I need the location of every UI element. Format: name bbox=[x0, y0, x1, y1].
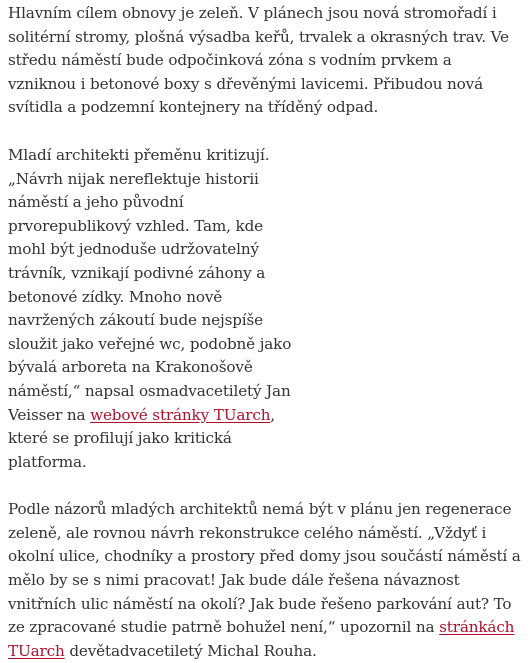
text-line: mohl být jednoduše udržovatelný bbox=[8, 240, 259, 259]
tuarch-pages-link-continued[interactable]: TUarch bbox=[8, 641, 65, 660]
text-segment: devětadvacetiletý Michal Rouha. bbox=[64, 641, 317, 660]
text-line-with-link bbox=[8, 404, 528, 428]
text-line: středu náměstí bude odpočinková zóna s vodním prvkem a bbox=[8, 51, 452, 70]
text-segment: , bbox=[270, 405, 276, 424]
text-line: bývalá arboreta na Krakonošově bbox=[8, 358, 253, 377]
text-line: náměstí,“ napsal osmadvacetiletý Jan bbox=[8, 381, 291, 400]
text-line-with-link bbox=[8, 640, 528, 663]
tuarch-pages-link[interactable]: stránkách bbox=[439, 618, 515, 637]
paragraph-architects-criticism bbox=[8, 144, 528, 474]
text-line: náměstí a jeho původní bbox=[8, 193, 184, 212]
paragraph-greenery-plan bbox=[8, 2, 528, 120]
text-line: svítidla a podzemní kontejnery na tříděný odpad. bbox=[8, 98, 379, 117]
text-line: vzniknou i betonové boxy s dřevěnými lavicemi. Přibudou nová bbox=[8, 74, 483, 93]
paragraph-reconstruction-demand bbox=[8, 498, 528, 663]
text-line: sloužit jako veřejné wc, podobně jako bbox=[8, 334, 292, 353]
text-line-with-link bbox=[8, 616, 528, 640]
text-line: navržených zákoutí bude nejspíše bbox=[8, 311, 263, 330]
text-line: Podle názorů mladých architektů nemá být v plánu jen regenerace bbox=[8, 500, 512, 519]
text-line: platforma. bbox=[8, 452, 87, 471]
text-line: Hlavním cílem obnovy je zeleň. V plánech jsou nová stromořadí i bbox=[8, 4, 497, 22]
text-line: betonové zídky. Mnoho nově bbox=[8, 287, 223, 306]
text-line: okolní ulice, chodníky a prostory před domy jsou součástí náměstí a bbox=[8, 547, 521, 566]
text-line: prvorepublikový vzhled. Tam, kde bbox=[8, 216, 263, 235]
text-line: které se profilují jako kritická bbox=[8, 429, 232, 448]
text-line: solitérní stromy, plošná výsadba keřů, trvalek a okrasných trav. Ve bbox=[8, 27, 509, 46]
text-line: mělo by se s nimi pracovat! Jak bude dále řešena návaznost bbox=[8, 571, 460, 590]
article-body bbox=[8, 2, 528, 663]
text-line: Mladí architekti přeměnu kritizují. bbox=[8, 145, 270, 164]
text-line: trávník, vznikají podivné záhony a bbox=[8, 263, 266, 282]
text-line: zeleně, ale rovnou návrh rekonstrukce celého náměstí. „Vždyť i bbox=[8, 523, 487, 542]
text-line: vnitřních ulic náměstí na okolí? Jak bude řešeno parkování aut? To bbox=[8, 594, 512, 613]
text-segment: Veisser na bbox=[8, 405, 91, 424]
text-line: „Návrh nijak nereflektuje historii bbox=[8, 169, 259, 188]
tuarch-website-link[interactable]: webové stránky TUarch bbox=[90, 405, 271, 424]
text-segment: ze zpracované studie patrně bohužel není,“ upozornil na bbox=[8, 618, 440, 637]
